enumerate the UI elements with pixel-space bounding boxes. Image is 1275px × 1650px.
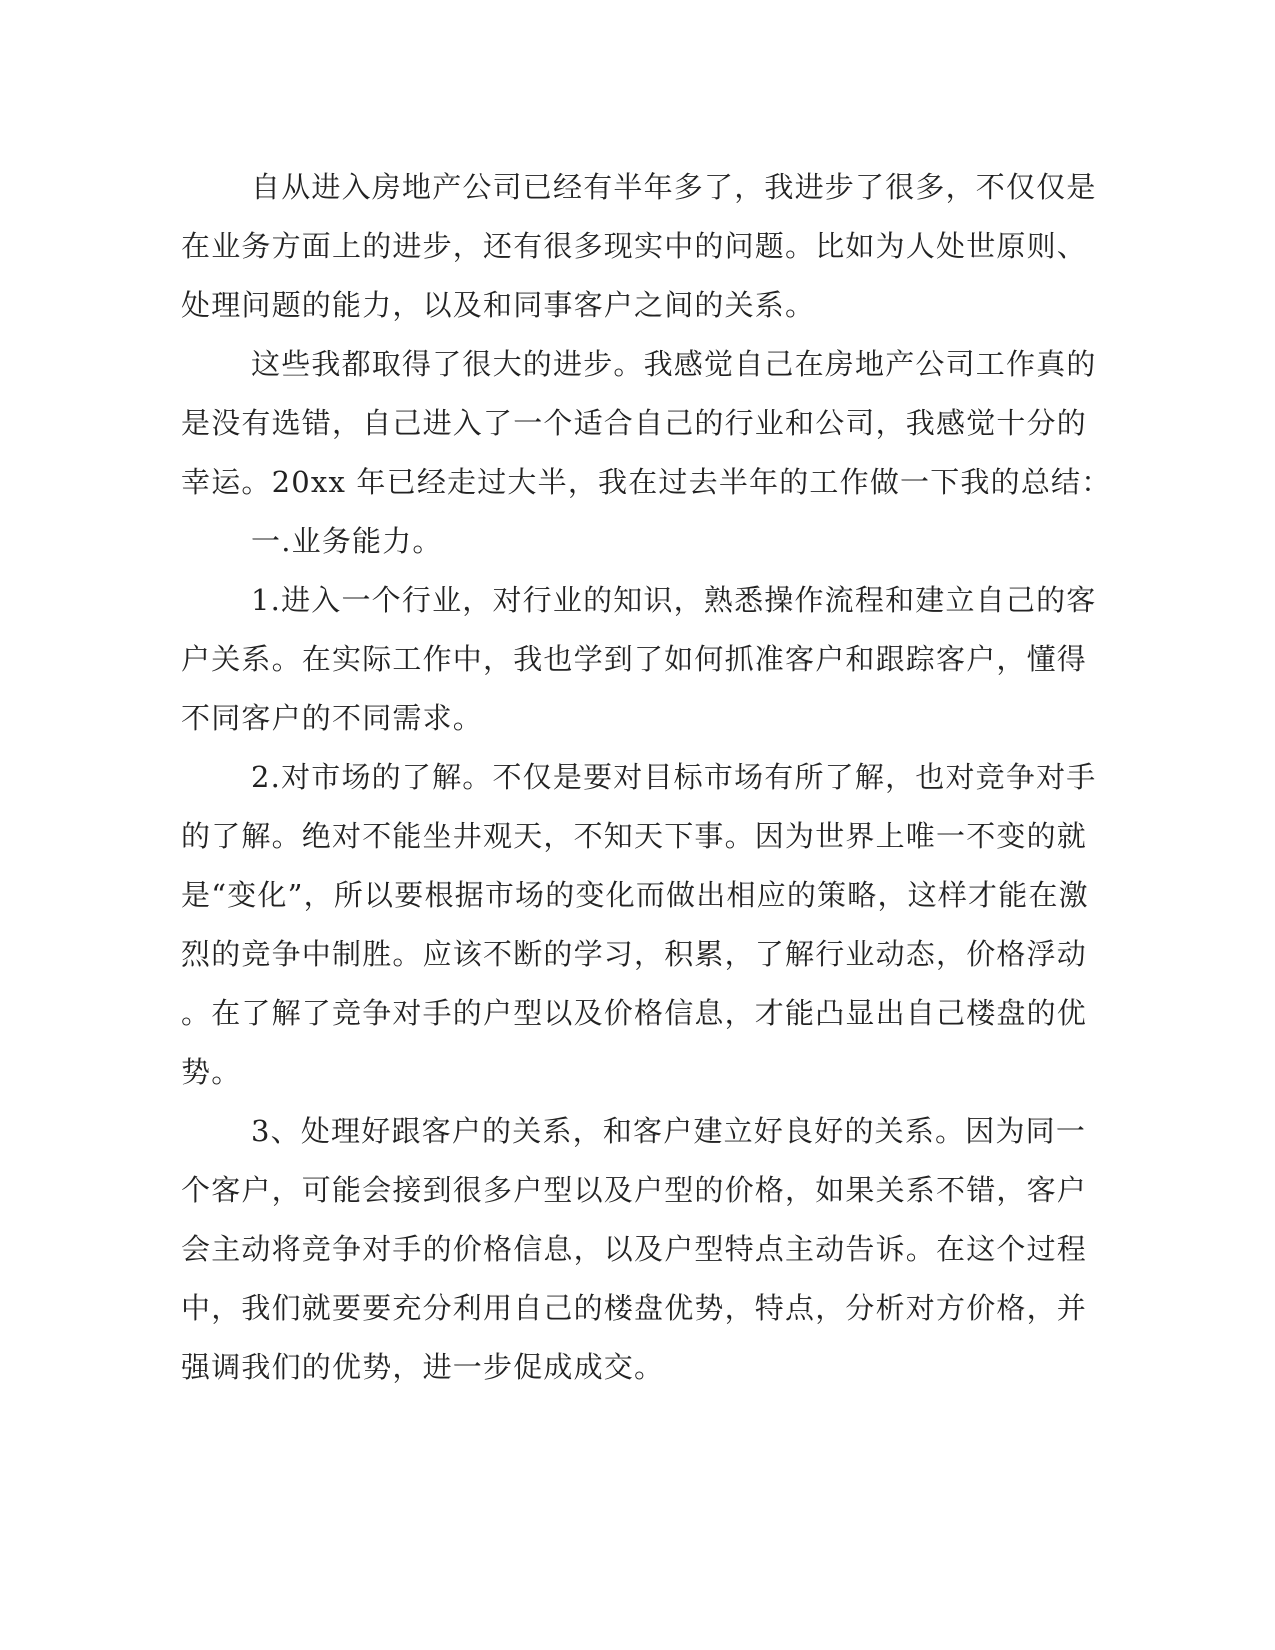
text-line: 自从进入房地产公司已经有半年多了，我进步了很多，不仅仅是 — [251, 170, 1097, 204]
text-line: 是没有选错，自己进入了一个适合自己的行业和公司，我感觉十分的 — [181, 406, 1088, 440]
text-line: 这些我都取得了很大的进步。我感觉自己在房地产公司工作真的 — [251, 347, 1097, 381]
paragraph-progress-summary — [181, 158, 1097, 335]
text-line: 不同客户的不同需求。 — [181, 701, 484, 735]
paragraph-item-3 — [181, 1102, 1088, 1397]
text-line: 是“变化”，所以要根据市场的变化而做出相应的策略，这样才能在激 — [181, 878, 1089, 912]
text-line: 1.进入一个行业，对行业的知识，熟悉操作流程和建立自己的客 — [251, 583, 1097, 617]
text-line: 会主动将竞争对手的价格信息，以及户型特点主动告诉。在这个过程 — [181, 1232, 1088, 1266]
section-heading-business-ability — [181, 512, 1046, 571]
text-line: 烈的竞争中制胜。应该不断的学习，积累，了解行业动态，价格浮动 — [181, 937, 1088, 971]
text-line: 处理问题的能力，以及和同事客户之间的关系。 — [181, 288, 816, 322]
text-line: 在业务方面上的进步，还有很多现实中的问题。比如为人处世原则、 — [181, 229, 1088, 263]
text-line: 的了解。绝对不能坐井观天，不知天下事。因为世界上唯一不变的就 — [181, 819, 1088, 853]
paragraph-career-choice — [181, 335, 1112, 512]
text-line: 中，我们就要要充分利用自己的楼盘优势，特点，分析对方价格，并 — [181, 1291, 1088, 1325]
text-line: 。在了解了竞争对手的户型以及价格信息，才能凸显出自己楼盘的优 — [181, 996, 1088, 1030]
section-heading: 一.业务能力。 — [251, 524, 443, 558]
text-line: 幸运。20xx 年已经走过大半，我在过去半年的工作做一下我的总结： — [181, 465, 1112, 499]
text-line: 3、处理好跟客户的关系，和客户建立好良好的关系。因为同一 — [251, 1114, 1087, 1148]
document-body — [181, 158, 1112, 1397]
text-line: 个客户，可能会接到很多户型以及户型的价格，如果关系不错，客户 — [181, 1173, 1088, 1207]
paragraph-item-1 — [181, 571, 1097, 748]
text-line: 势。 — [181, 1055, 242, 1089]
text-line: 2.对市场的了解。不仅是要对目标市场有所了解，也对竞争对手 — [251, 760, 1097, 794]
text-line: 强调我们的优势，进一步促成成交。 — [181, 1350, 665, 1384]
paragraph-item-2 — [181, 748, 1097, 1102]
text-line: 户关系。在实际工作中，我也学到了如何抓准客户和跟踪客户，懂得 — [181, 642, 1088, 676]
